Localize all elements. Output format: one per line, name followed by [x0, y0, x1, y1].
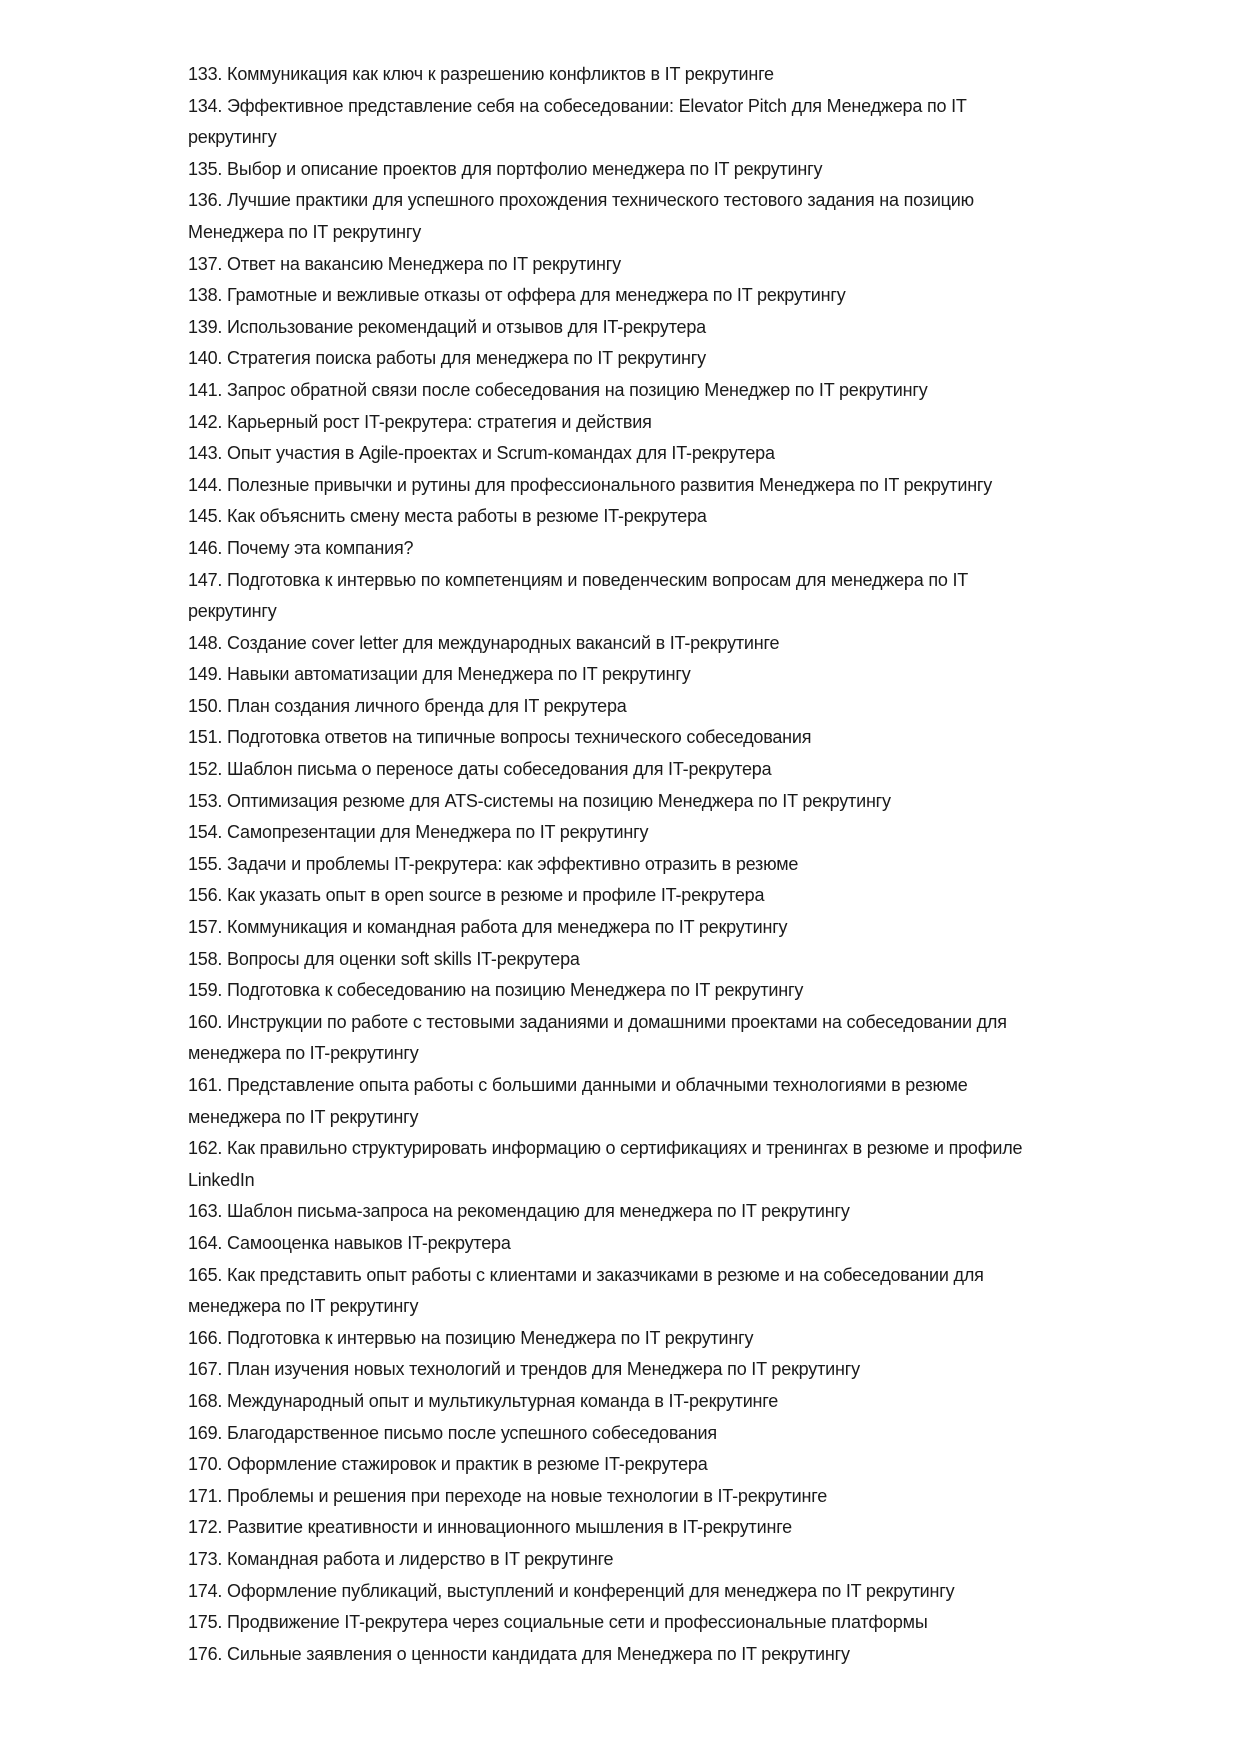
list-item: 151. Подготовка ответов на типичные вопросы технического собеседования [188, 727, 812, 748]
list-item: 142. Карьерный рост IT-рекрутера: стратегия и действия [188, 411, 652, 432]
list-item: 170. Оформление стажировок и практик в резюме IT-рекрутера [188, 1454, 708, 1475]
list-item: 149. Навыки автоматизации для Менеджера по IT рекрутингу [188, 664, 691, 685]
list-item: 174. Оформление публикаций, выступлений и конференций для менеджера по IT рекрутингу [188, 1580, 955, 1601]
list-item: 155. Задачи и проблемы IT-рекрутера: как эффективно отразить в резюме [188, 853, 799, 874]
list-item: 148. Создание cover letter для международных вакансий в IT-рекрутинге [188, 632, 780, 653]
list-item: 146. Почему эта компания? [188, 537, 414, 558]
list-item: 167. План изучения новых технологий и трендов для Менеджера по IT рекрутингу [188, 1359, 860, 1380]
list-item: 153. Оптимизация резюме для ATS-системы на позицию Менеджера по IT рекрутингу [188, 790, 891, 811]
list-item: 152. Шаблон письма о переносе даты собеседования для IT-рекрутера [188, 759, 772, 780]
list-item: 164. Самооценка навыков IT-рекрутера [188, 1232, 511, 1253]
list-item: 138. Грамотные и вежливые отказы от оффера для менеджера по IT рекрутингу [188, 285, 846, 306]
list-item: 137. Ответ на вакансию Менеджера по IT рекрутингу [188, 253, 621, 274]
list-item: 150. План создания личного бренда для IT рекрутера [188, 695, 627, 716]
list-item: 169. Благодарственное письмо после успешного собеседования [188, 1422, 717, 1443]
list-item: 154. Самопрезентации для Менеджера по IT рекрутингу [188, 822, 649, 843]
list-item: 147. Подготовка к интервью по компетенциям и поведенческим вопросам для менеджера по IT рекрутингу [188, 569, 968, 622]
list-item: 173. Командная работа и лидерство в IT рекрутинге [188, 1548, 614, 1569]
list-item: 175. Продвижение IT-рекрутера через социальные сети и профессиональные платформы [188, 1612, 928, 1633]
list-item: 161. Представление опыта работы с большими данными и облачными технологиями в резюме менеджера по IT рекрутингу [188, 1075, 968, 1127]
list-item: 166. Подготовка к интервью на позицию Менеджера по IT рекрутингу [188, 1327, 754, 1348]
list-item: 139. Использование рекомендаций и отзывов для IT-рекрутера [188, 316, 706, 337]
list-item: 159. Подготовка к собеседованию на позицию Менеджера по IT рекрутингу [188, 980, 804, 1001]
list-item: 158. Вопросы для оценки soft skills IT-рекрутера [188, 948, 580, 969]
list-item: 157. Коммуникация и командная работа для менеджера по IT рекрутингу [188, 917, 788, 938]
list-item: 165. Как представить опыт работы с клиентами и заказчиками в резюме и на собеседовании для менеджера по IT рекрутингу [188, 1264, 984, 1317]
list-item: 160. Инструкции по работе с тестовыми заданиями и домашними проектами на собеседовании для менеджера по IT-рекрутингу [188, 1011, 1007, 1064]
list-item: 171. Проблемы и решения при переходе на новые технологии в IT-рекрутинге [188, 1485, 828, 1506]
list-item: 140. Стратегия поиска работы для менеджера по IT рекрутингу [188, 348, 706, 369]
topic-list [188, 59, 1058, 1670]
list-item: 176. Сильные заявления о ценности кандидата для Менеджера по IT рекрутингу [188, 1643, 850, 1664]
list-item: 144. Полезные привычки и рутины для профессионального развития Менеджера по IT рекрутингу [188, 474, 993, 495]
list-item: 136. Лучшие практики для успешного прохождения технического тестового задания на позицию Менеджера по IT рекрутингу [188, 190, 974, 242]
list-item: 163. Шаблон письма-запроса на рекомендацию для менеджера по IT рекрутингу [188, 1201, 850, 1222]
list-item: 162. Как правильно структурировать информацию о сертификациях и тренингах в резюме и профиле LinkedIn [188, 1138, 1023, 1190]
list-item: 133. Коммуникация как ключ к разрешению конфликтов в IT рекрутинге [188, 64, 774, 84]
list-item: 168. Международный опыт и мультикультурная команда в IT-рекрутинге [188, 1390, 779, 1411]
list-item: 145. Как объяснить смену места работы в резюме IT-рекрутера [188, 506, 707, 527]
list-item: 141. Запрос обратной связи после собеседования на позицию Менеджер по IT рекрутингу [188, 379, 928, 400]
list-item: 172. Развитие креативности и инновационного мышления в IT-рекрутинге [188, 1517, 792, 1538]
list-item: 143. Опыт участия в Agile-проектах и Scrum-командах для IT-рекрутера [188, 443, 775, 464]
list-item: 134. Эффективное представление себя на собеседовании: Elevator Pitch для Менеджера по IT рекрутингу [188, 95, 967, 148]
list-item: 135. Выбор и описание проектов для портфолио менеджера по IT рекрутингу [188, 158, 823, 179]
list-item: 156. Как указать опыт в open source в резюме и профиле IT-рекрутера [188, 885, 765, 906]
